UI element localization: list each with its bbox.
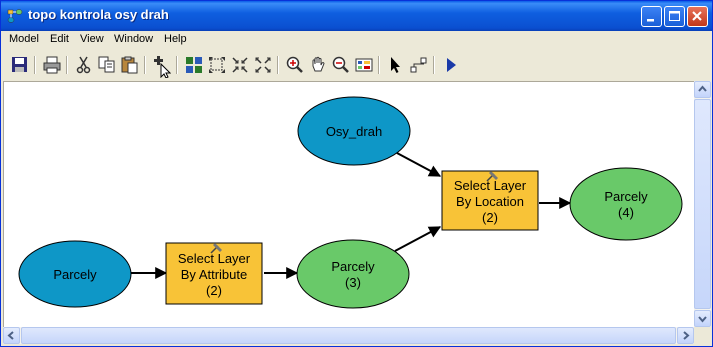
node-label: (3): [345, 275, 361, 290]
fixed-zoom-out-icon: [254, 56, 272, 74]
scroll-down-button[interactable]: [694, 310, 711, 327]
add-data-button[interactable]: [151, 54, 173, 76]
menu-edit[interactable]: Edit: [50, 33, 69, 45]
scrollbar-corner: [694, 327, 711, 344]
title-bar[interactable]: [1, 1, 712, 31]
print-button[interactable]: [41, 54, 63, 76]
maximize-icon: [665, 7, 684, 26]
paste-icon: [121, 56, 139, 74]
menu-model[interactable]: Model: [9, 33, 39, 45]
model-diagram: [4, 82, 695, 328]
data-node-parcely-input[interactable]: [19, 241, 131, 307]
vertical-scroll-thumb[interactable]: [694, 99, 711, 309]
arrow-up-icon: [695, 82, 710, 97]
node-label: Osy_drah: [325, 124, 383, 139]
toolbar-separator: [144, 56, 146, 74]
zoom-out-icon: [332, 56, 350, 74]
fixed-zoom-in-button[interactable]: [229, 54, 251, 76]
node-label: By Location: [456, 194, 524, 209]
node-label: Select Layer: [177, 251, 251, 266]
maximize-button[interactable]: [664, 6, 685, 27]
node-label: (4): [618, 205, 634, 220]
node-label: (2): [206, 283, 222, 298]
toolbar: [3, 51, 712, 81]
select-icon: [387, 56, 405, 74]
zoom-in-button[interactable]: [284, 54, 306, 76]
tool-node-select-by-attribute[interactable]: [166, 243, 262, 304]
pan-button[interactable]: [307, 54, 329, 76]
zoom-out-button[interactable]: [330, 54, 352, 76]
scroll-up-button[interactable]: [694, 81, 711, 98]
arrow-right-icon: [678, 328, 693, 343]
window-title: topo kontrola osy drah: [28, 7, 169, 22]
save-icon: [11, 56, 29, 74]
auto-layout-icon: [185, 56, 203, 74]
select-button[interactable]: [385, 54, 407, 76]
arrow-down-icon: [695, 311, 710, 326]
node-label: Parcely: [53, 267, 97, 282]
toolbar-separator: [378, 56, 380, 74]
data-node-osy-drah[interactable]: [298, 97, 410, 165]
add-data-icon: [153, 56, 171, 78]
pan-icon: [309, 56, 327, 74]
scroll-left-button[interactable]: [3, 327, 20, 344]
close-button[interactable]: [687, 6, 708, 27]
modelbuilder-icon: [7, 8, 23, 24]
show-layers-button[interactable]: [353, 54, 375, 76]
connect-button[interactable]: [408, 54, 430, 76]
node-label: By Attribute: [180, 267, 248, 282]
copy-button[interactable]: [96, 54, 118, 76]
cut-button[interactable]: [73, 54, 95, 76]
node-label: Parcely: [604, 189, 648, 204]
horizontal-scroll-thumb[interactable]: [21, 327, 676, 344]
toolbar-separator: [176, 56, 178, 74]
toolbar-separator: [66, 56, 68, 74]
model-canvas[interactable]: [3, 81, 695, 328]
paste-button[interactable]: [119, 54, 141, 76]
toolbar-separator: [433, 56, 435, 74]
vertical-scrollbar[interactable]: [694, 81, 711, 327]
data-node-parcely-4[interactable]: [570, 168, 682, 240]
data-node-parcely-3[interactable]: [297, 240, 409, 308]
minimize-button[interactable]: [641, 6, 662, 27]
print-icon: [43, 56, 61, 74]
fixed-zoom-out-button[interactable]: [252, 54, 274, 76]
node-label: Select Layer: [453, 178, 527, 193]
cut-icon: [75, 56, 93, 74]
horizontal-scrollbar[interactable]: [3, 327, 694, 344]
full-extent-button[interactable]: [206, 54, 228, 76]
node-label: (2): [482, 210, 498, 225]
fixed-zoom-in-icon: [231, 56, 249, 74]
run-button[interactable]: [440, 54, 462, 76]
close-icon: [688, 7, 707, 26]
tool-node-select-by-location[interactable]: [442, 171, 538, 230]
menu-view[interactable]: View: [80, 33, 104, 45]
full-extent-icon: [208, 56, 226, 74]
copy-icon: [98, 56, 116, 74]
menu-bar: [1, 31, 712, 50]
run-icon: [442, 56, 460, 74]
minimize-icon: [642, 7, 661, 26]
toolbar-separator: [34, 56, 36, 74]
menu-help[interactable]: Help: [164, 33, 187, 45]
menu-window[interactable]: Window: [114, 33, 154, 45]
connector[interactable]: [397, 153, 440, 176]
auto-layout-button[interactable]: [183, 54, 205, 76]
connect-icon: [410, 56, 428, 74]
zoom-in-icon: [286, 56, 304, 74]
connector[interactable]: [395, 227, 440, 251]
arrow-left-icon: [4, 328, 19, 343]
node-label: Parcely: [331, 259, 375, 274]
save-button[interactable]: [9, 54, 31, 76]
toolbar-separator: [277, 56, 279, 74]
show-layers-icon: [355, 56, 373, 74]
scroll-right-button[interactable]: [677, 327, 694, 344]
